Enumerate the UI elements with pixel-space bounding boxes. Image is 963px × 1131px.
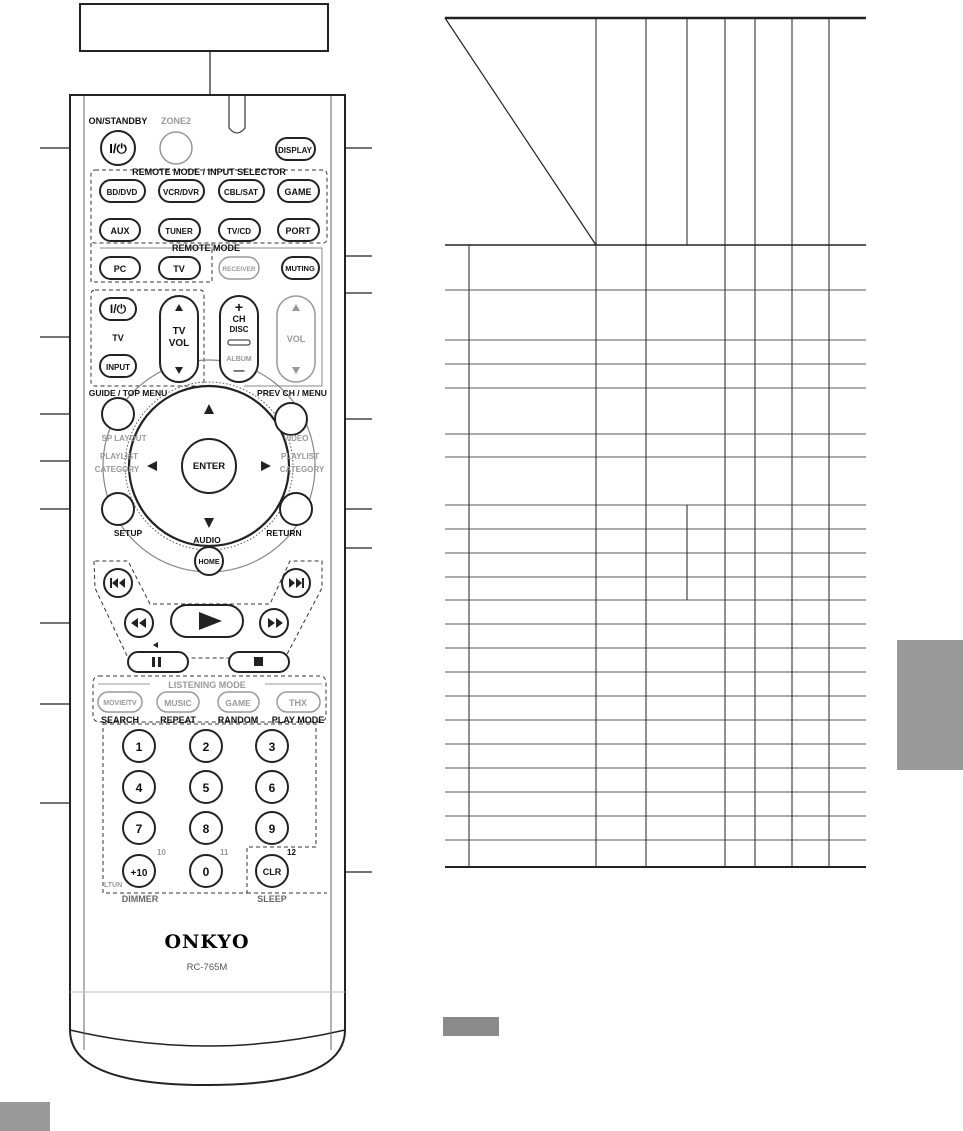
guide-top-menu-label: GUIDE / TOP MENU bbox=[88, 388, 168, 398]
ch-minus-label[interactable]: — bbox=[233, 365, 245, 377]
lm-game-button[interactable]: GAME bbox=[225, 698, 251, 708]
model-label: RC-765M bbox=[186, 962, 228, 973]
video-label: VIDEO bbox=[283, 434, 309, 443]
brand-logo: ONKYO bbox=[164, 931, 250, 953]
input-button[interactable]: INPUT bbox=[106, 363, 130, 372]
play-mode-label: PLAY MODE bbox=[271, 715, 325, 725]
num-3-button[interactable]: 3 bbox=[268, 740, 276, 754]
display-button[interactable]: DISPLAY bbox=[278, 146, 312, 155]
page-number-box bbox=[0, 1102, 50, 1131]
num-9-button[interactable]: 9 bbox=[268, 822, 276, 836]
cbl-sat-button[interactable]: CBL/SAT bbox=[223, 188, 259, 197]
remote-mode-label: REMOTE MODE bbox=[171, 243, 241, 253]
num-0-button[interactable]: 0 bbox=[202, 865, 210, 879]
receiver-button[interactable]: RECEIVER bbox=[222, 266, 256, 273]
playlist-right-label: PLAYLIST bbox=[281, 452, 319, 461]
num-5-button[interactable]: 5 bbox=[202, 781, 210, 795]
port-button[interactable]: PORT bbox=[285, 226, 311, 236]
return-label: RETURN bbox=[266, 528, 302, 538]
home-button[interactable]: HOME bbox=[198, 559, 220, 566]
tv-label: TV bbox=[112, 333, 124, 343]
album-label: ALBUM bbox=[226, 356, 252, 363]
search-label: SEARCH bbox=[100, 715, 140, 725]
muting-button[interactable]: MUTING bbox=[285, 264, 315, 273]
setup-label: SETUP bbox=[113, 528, 143, 538]
movie-tv-button[interactable]: MOVIE/TV bbox=[103, 700, 137, 707]
playlist-left-label: PLAYLIST bbox=[100, 452, 138, 461]
tv-vol-label-2: VOL bbox=[168, 338, 190, 349]
remote-mode-input-selector-label: REMOTE MODE / INPUT SELECTOR bbox=[132, 167, 286, 177]
vol-label: VOL bbox=[286, 334, 306, 344]
music-button[interactable]: MUSIC bbox=[164, 698, 192, 708]
random-label: RANDOM bbox=[217, 715, 259, 725]
plus10-button[interactable]: +10 bbox=[130, 868, 148, 879]
tuner-button[interactable]: TUNER bbox=[165, 227, 193, 236]
num-7-button[interactable]: 7 bbox=[135, 822, 143, 836]
sp-layout-label: SP LAYOUT bbox=[101, 434, 147, 443]
label-zone2: ZONE2 bbox=[160, 116, 192, 126]
audio-label: AUDIO bbox=[193, 535, 221, 545]
thx-button[interactable]: THX bbox=[289, 698, 307, 708]
game-button[interactable]: GAME bbox=[284, 187, 312, 197]
tv-vol-label-1: TV bbox=[172, 326, 186, 337]
bd-dvd-button[interactable]: BD/DVD bbox=[106, 188, 138, 197]
num-8-button[interactable]: 8 bbox=[202, 822, 210, 836]
ltun-label: LTUN bbox=[104, 882, 123, 889]
clr-button[interactable]: CLR bbox=[262, 867, 282, 877]
sleep-label: SLEEP bbox=[257, 894, 287, 904]
svg-text:I/⏻: I/⏻ bbox=[109, 141, 127, 156]
pc-button[interactable]: PC bbox=[113, 264, 127, 274]
tv-power-button[interactable]: I/⏻ bbox=[109, 302, 127, 316]
num-1-button[interactable]: 1 bbox=[135, 740, 143, 754]
section-tab bbox=[897, 640, 963, 770]
tv-cd-button[interactable]: TV/CD bbox=[227, 227, 251, 236]
label-on-standby: ON/STANDBY bbox=[88, 116, 148, 126]
tv-button[interactable]: TV bbox=[173, 264, 185, 274]
vcr-dvr-button[interactable]: VCR/DVR bbox=[162, 188, 200, 197]
aux-button[interactable]: AUX bbox=[110, 226, 130, 236]
listening-mode-label: LISTENING MODE bbox=[168, 680, 246, 690]
enter-button[interactable]: ENTER bbox=[192, 461, 226, 472]
num-4-button[interactable]: 4 bbox=[135, 781, 143, 795]
num-6-button[interactable]: 6 bbox=[268, 781, 276, 795]
label-12: 12 bbox=[287, 848, 296, 857]
label-11: 11 bbox=[220, 848, 229, 857]
ch-plus-label[interactable]: + bbox=[234, 299, 244, 315]
label-10: 10 bbox=[157, 848, 166, 857]
num-2-button[interactable]: 2 bbox=[202, 740, 210, 754]
prev-ch-menu-label: PREV CH / MENU bbox=[257, 388, 327, 398]
dimmer-label: DIMMER bbox=[121, 894, 159, 904]
ch-label: CH bbox=[232, 314, 246, 324]
category-left-label: CATEGORY bbox=[94, 465, 140, 474]
category-right-label: CATEGORY bbox=[279, 465, 325, 474]
note-badge bbox=[443, 1017, 499, 1036]
disc-label: DISC bbox=[229, 325, 249, 334]
repeat-label: REPEAT bbox=[160, 715, 196, 725]
